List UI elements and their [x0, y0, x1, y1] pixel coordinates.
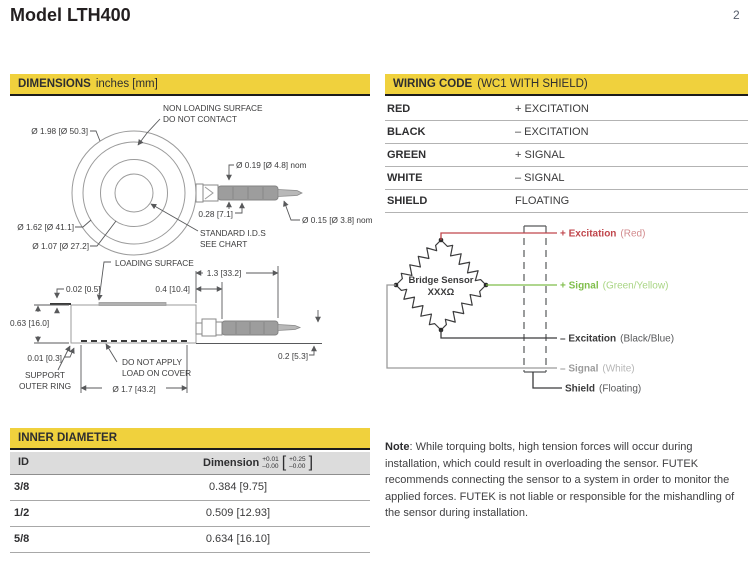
label-load-on-cover: LOAD ON COVER [122, 368, 192, 378]
wire-color-cell: BLACK [387, 126, 426, 138]
page-title: Model LTH400 [10, 5, 131, 25]
table-row [10, 527, 370, 553]
wiring-header-sub: (WC1 WITH SHIELD) [477, 78, 588, 90]
label-see-chart: SEE CHART [200, 239, 248, 249]
table-row [385, 190, 748, 213]
cable-side-view [196, 319, 300, 336]
dimension-cell: 0.634 [16.10] [205, 533, 271, 545]
wire-color-cell: WHITE [387, 172, 423, 184]
wire-function-cell: + SIGNAL [515, 149, 565, 161]
cable-shield-box [524, 226, 546, 372]
label-wire-diameter: Ø 0.15 [Ø 3.8] nom [302, 215, 373, 225]
tolerance-mm: +0.25 –0.00 [289, 456, 306, 470]
dimension-cell: 0.384 [9.75] [208, 481, 268, 493]
dimension-cell: 0.509 [12.93] [205, 507, 271, 519]
table-row [10, 475, 370, 501]
wire-function-cell: + EXCITATION [515, 103, 589, 115]
label-do-not-apply: DO NOT APPLY [122, 357, 183, 367]
dimension-label: Dimension [203, 457, 260, 469]
label-non-loading-surface: NON LOADING SURFACE [163, 103, 263, 113]
wire-color-cell: GREEN [387, 149, 427, 161]
label-do-not-contact: DO NOT CONTACT [163, 114, 237, 124]
top-view-drawing [17, 103, 372, 255]
id-cell: 1/2 [14, 507, 30, 519]
wire-positive-excitation [441, 233, 557, 240]
page-number: 2 [733, 8, 740, 22]
dimensions-header-label: DIMENSIONS [18, 78, 91, 90]
inner-diameter-table [10, 452, 370, 553]
bracket-close: ] [308, 454, 314, 471]
wiring-header-label: WIRING CODE [393, 78, 473, 90]
table-row [10, 501, 370, 527]
wiring-panel-header [385, 74, 748, 96]
label-loading-surface: LOADING SURFACE [115, 258, 194, 268]
label-negative-excitation: – Excitation (Black/Blue) [560, 333, 675, 345]
id-cell: 5/8 [14, 533, 30, 545]
dimensions-panel-header [10, 74, 370, 96]
id-cell: 3/8 [14, 481, 30, 493]
label-inner-ring-diameter: Ø 1.07 [Ø 27.2] [32, 241, 89, 251]
note-text: : While torquing bolts, high tension forces will occur during installation, which could result in overloading the sensor. FUTEK recommends connecting the sensor to a system in order to monitor the applied forces. FUTEK is not liable or responsible for the mishandling of the sensor during installation. [385, 441, 735, 519]
label-shield: Shield (Floating) [565, 383, 642, 395]
bracket-open: [ [281, 454, 287, 471]
label-boot-length: 0.4 [10.4] [155, 284, 190, 294]
cable-top-view [196, 184, 302, 202]
table-row [385, 121, 748, 144]
wiring-code-table [385, 98, 748, 213]
label-positive-signal: + Signal (Green/Yellow) [560, 280, 669, 292]
installation-note [385, 439, 749, 522]
wire-color-cell: SHIELD [387, 195, 428, 207]
label-cover-diameter: Ø 1.7 [43.2] [112, 384, 156, 394]
dimensions-drawing [0, 96, 378, 428]
label-cable-length: 1.3 [33.2] [206, 268, 242, 278]
label-tip-offset: 0.2 [5.3] [278, 351, 308, 361]
note-label: Note [385, 441, 410, 453]
wire-function-cell: FLOATING [515, 195, 570, 207]
table-row [385, 98, 748, 121]
table-row [385, 167, 748, 190]
bridge-sensor-label: Bridge Sensor [408, 275, 474, 286]
label-gap: 0.01 [0.3] [27, 353, 62, 363]
column-header-dimension [203, 452, 313, 474]
label-outer-ring: OUTER RING [18, 381, 72, 391]
label-step-height: 0.02 [0.5] [66, 284, 101, 294]
label-height: 0.63 [16.0] [10, 318, 50, 328]
wire-function-cell: – SIGNAL [515, 172, 565, 184]
column-header-id: ID [18, 456, 29, 468]
label-connector-length: 0.28 [7.1] [198, 209, 233, 219]
label-cable-diameter: Ø 0.19 [Ø 4.8] nom [236, 160, 307, 170]
table-row [385, 144, 748, 167]
label-standard-ids: STANDARD I.D.S [200, 228, 266, 238]
wire-negative-excitation [441, 330, 557, 338]
bridge-wiring-diagram [378, 218, 756, 418]
wire-color-cell: RED [387, 103, 411, 115]
bridge-sensor-ohms: XXXΩ [427, 287, 455, 298]
label-positive-excitation: + Excitation (Red) [560, 228, 646, 240]
label-negative-signal: – Signal (White) [560, 363, 635, 375]
label-support: SUPPORT [25, 370, 65, 380]
wire-function-cell: – EXCITATION [515, 126, 589, 138]
bridge-resistor-diamond [393, 237, 490, 334]
inner-diameter-table-header [10, 452, 370, 475]
dimensions-header-units: inches [mm] [95, 78, 158, 90]
tolerance-inches: +0.01 –0.00 [262, 456, 279, 470]
inner-diameter-header-label: INNER DIAMETER [18, 432, 118, 444]
label-outer-diameter: Ø 1.98 [Ø 50.3] [31, 126, 88, 136]
inner-diameter-panel-header [10, 428, 370, 450]
wire-shield [533, 372, 562, 388]
side-view-drawing [10, 258, 322, 394]
label-mid-diameter: Ø 1.62 [Ø 41.1] [17, 222, 74, 232]
